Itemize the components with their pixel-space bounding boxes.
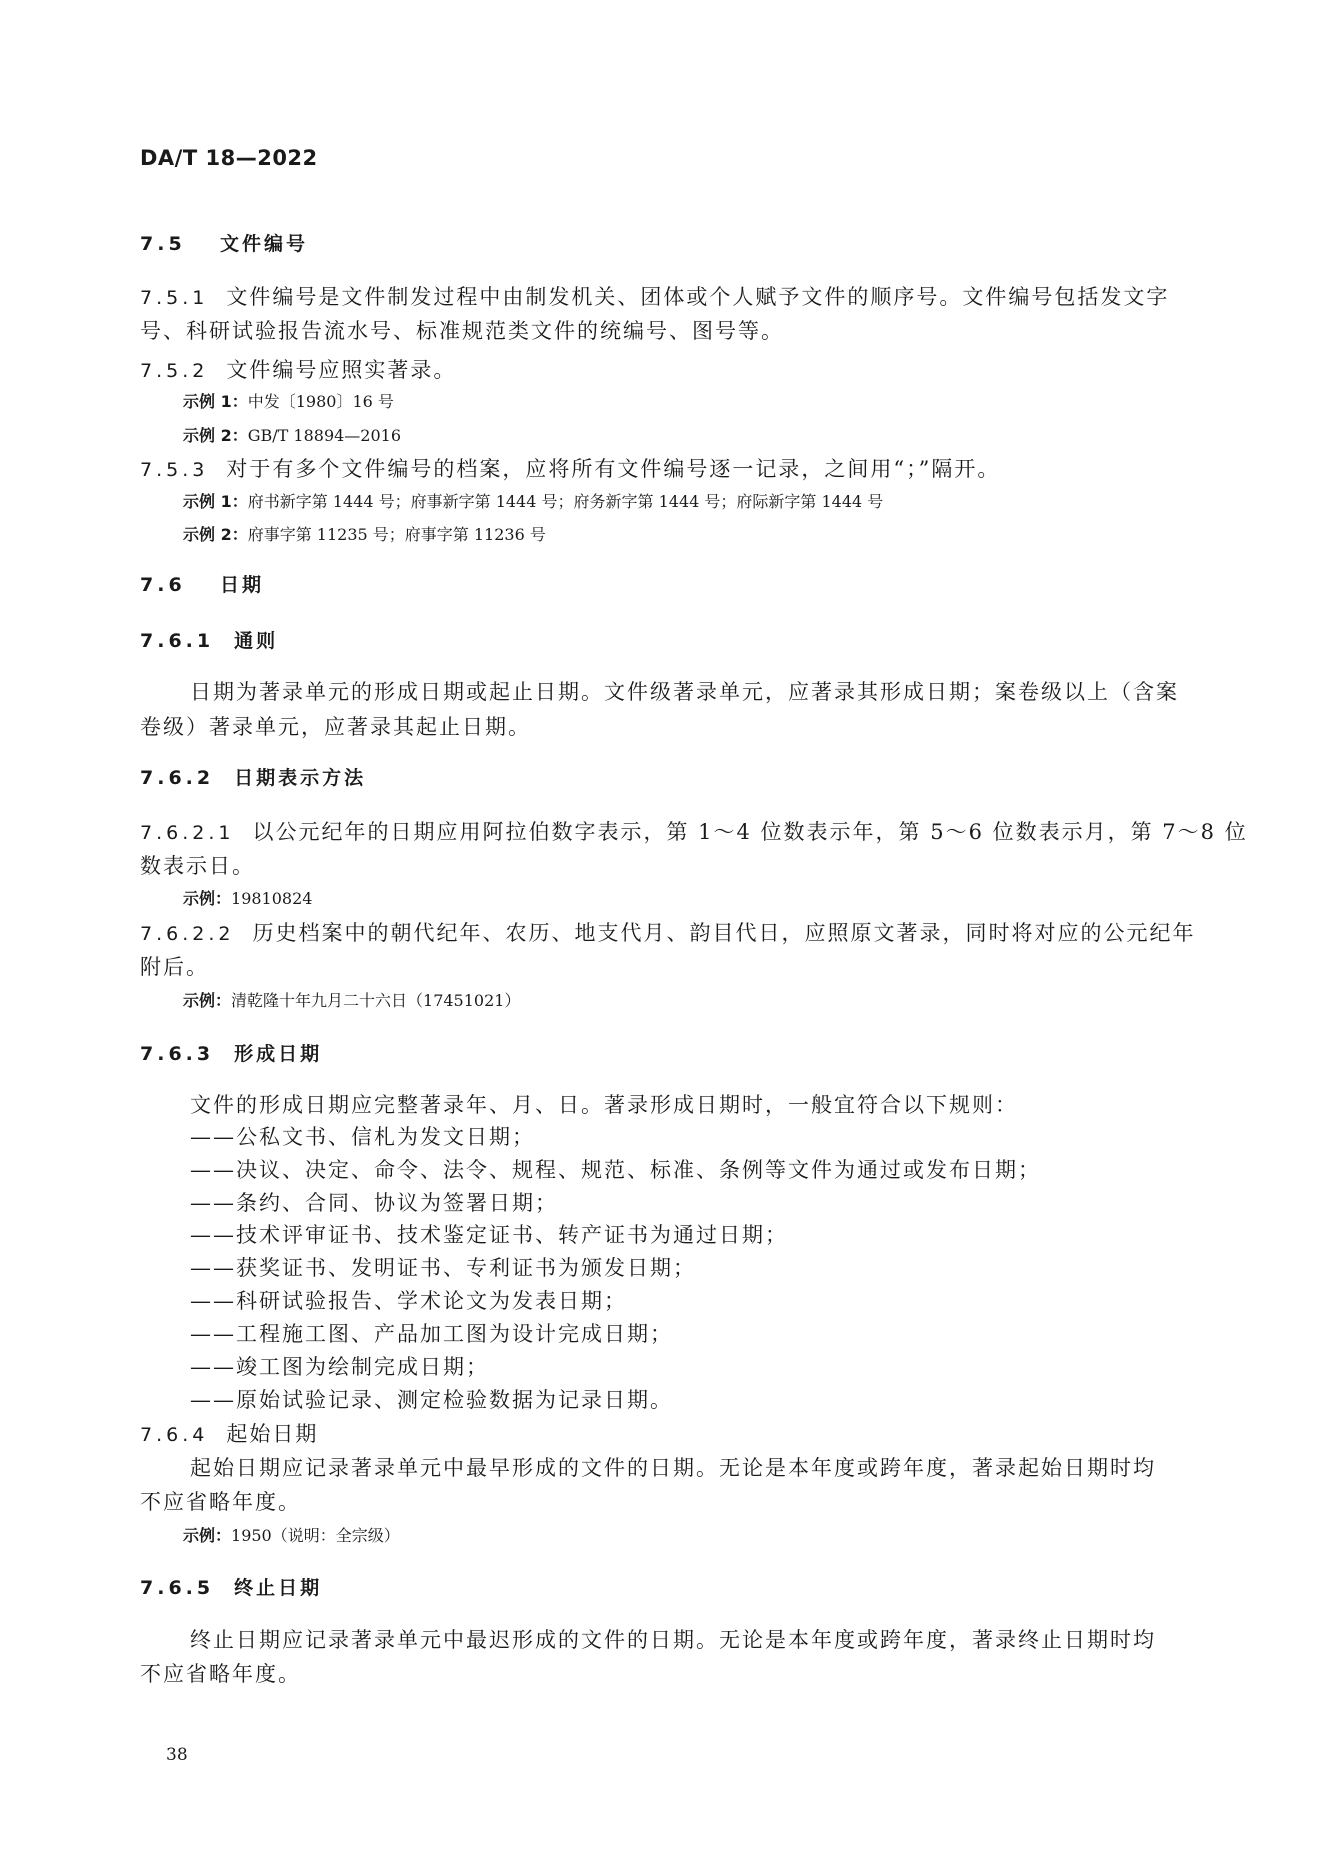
- section-7-6-2-heading: [140, 763, 366, 793]
- section-7-6-3-heading: [140, 1039, 322, 1069]
- clause-text: 对于有多个文件编号的档案，应将所有文件编号逐一记录，之间用“；”隔开。: [226, 457, 1001, 481]
- clause-7-6-2-1-line1: [140, 817, 1248, 848]
- example-7-5-2-1: [183, 390, 394, 414]
- clause-text: 文件编号应照实著录。: [226, 358, 457, 382]
- section-number: 7.6.3: [140, 1043, 215, 1065]
- list-item: ——工程施工图、产品加工图为设计完成日期；: [190, 1322, 673, 1346]
- section-7-6-5-heading: [140, 1573, 322, 1603]
- example-label: 示例：: [183, 1526, 232, 1545]
- section-number: 7.6.1: [140, 630, 215, 652]
- section-title: 文件编号: [220, 233, 309, 255]
- clause-7-6-2-2-line2: 附后。: [140, 955, 209, 979]
- clause-number: 7.5.1: [140, 287, 209, 309]
- section-title: 日期: [220, 574, 265, 596]
- paragraph-7-6-1-line2: 卷级）著录单元，应著录其起止日期。: [140, 715, 531, 739]
- example-text: 19810824: [231, 889, 313, 908]
- section-number: 7.5: [140, 233, 186, 255]
- example-label: 示例 2：: [183, 525, 248, 544]
- example-label: 示例：: [183, 889, 232, 908]
- clause-7-5-1-line1: [140, 282, 1169, 313]
- section-title: 日期表示方法: [234, 767, 367, 789]
- section-7-5-heading: [140, 229, 308, 259]
- clause-7-6-2-2-line1: [140, 918, 1195, 949]
- clause-title: 起始日期: [226, 1422, 319, 1446]
- example-7-6-2-2: [183, 989, 520, 1013]
- clause-7-5-2: [140, 355, 456, 386]
- example-label: 示例：: [183, 991, 232, 1010]
- list-item: ——原始试验记录、测定检验数据为记录日期。: [190, 1388, 673, 1412]
- section-7-6-heading: [140, 570, 264, 600]
- example-7-5-2-2: [183, 424, 401, 448]
- clause-number: 7.6.4: [140, 1424, 209, 1446]
- paragraph-7-6-3-intro: 文件的形成日期应完整著录年、月、日。著录形成日期时，一般宜符合以下规则：: [190, 1093, 1018, 1117]
- example-label: 示例 2：: [183, 426, 248, 445]
- paragraph-7-6-4-line1: 起始日期应记录著录单元中最早形成的文件的日期。无论是本年度或跨年度，著录起始日期时均: [190, 1456, 1156, 1480]
- clause-7-5-1-line2: 号、科研试验报告流水号、标准规范类文件的统编号、图号等。: [140, 319, 784, 343]
- example-7-5-3-1: [183, 490, 883, 514]
- example-text: 府书新字第 1444 号；府事新字第 1444 号；府务新字第 1444 号；府际新字第 1444 号: [247, 492, 884, 511]
- clause-text: 历史档案中的朝代纪年、农历、地支代月、韵目代日，应照原文著录，同时将对应的公元纪年: [252, 921, 1196, 945]
- list-item: ——科研试验报告、学术论文为发表日期；: [190, 1289, 627, 1313]
- section-number: 7.6.2: [140, 767, 215, 789]
- clause-number: 7.5.3: [140, 459, 209, 481]
- example-text: 中发〔1980〕16 号: [247, 392, 394, 411]
- example-label: 示例 1：: [183, 492, 248, 511]
- clause-number: 7.5.2: [140, 360, 209, 382]
- clause-text: 文件编号是文件制发过程中由制发机关、团体或个人赋予文件的顺序号。文件编号包括发文字: [226, 285, 1170, 309]
- list-item: ——技术评审证书、技术鉴定证书、转产证书为通过日期；: [190, 1223, 788, 1247]
- example-text: 清乾隆十年九月二十六日（17451021）: [231, 991, 521, 1010]
- list-item: ——获奖证书、发明证书、专利证书为颁发日期；: [190, 1256, 696, 1280]
- section-number: 7.6: [140, 574, 186, 596]
- section-title: 终止日期: [234, 1577, 323, 1599]
- clause-text: 以公元纪年的日期应用阿拉伯数字表示，第 1～4 位数表示年，第 5～6 位数表示月，第 7～8 位: [252, 820, 1248, 844]
- paragraph-7-6-1-line1: 日期为著录单元的形成日期或起止日期。文件级著录单元，应著录其形成日期；案卷级以上（含案: [190, 680, 1179, 704]
- example-text: 府事字第 11235 号；府事字第 11236 号: [247, 525, 546, 544]
- paragraph-7-6-4-line2: 不应省略年度。: [140, 1490, 301, 1514]
- section-7-6-1-heading: [140, 626, 278, 656]
- example-text: 1950（说明：全宗级）: [231, 1526, 400, 1545]
- example-text: GB/T 18894—2016: [247, 426, 402, 445]
- paragraph-7-6-5-line2: 不应省略年度。: [140, 1662, 301, 1686]
- page-number: 38: [166, 1745, 188, 1765]
- clause-7-5-3: [140, 454, 1000, 485]
- list-item: ——公私文书、信札为发文日期；: [190, 1125, 535, 1149]
- paragraph-7-6-5-line1: 终止日期应记录著录单元中最迟形成的文件的日期。无论是本年度或跨年度，著录终止日期时均: [190, 1628, 1156, 1652]
- list-item: ——竣工图为绘制完成日期；: [190, 1355, 489, 1379]
- list-item: ——决议、决定、命令、法令、规程、规范、标准、条例等文件为通过或发布日期；: [190, 1158, 1041, 1182]
- section-title: 形成日期: [234, 1043, 323, 1065]
- clause-7-6-2-1-line2: 数表示日。: [140, 854, 255, 878]
- section-number: 7.6.5: [140, 1577, 215, 1599]
- example-7-6-4: [183, 1524, 400, 1548]
- example-7-5-3-2: [183, 523, 546, 547]
- example-label: 示例 1：: [183, 392, 248, 411]
- clause-number: 7.6.2.1: [140, 822, 235, 844]
- clause-7-6-4-heading: [140, 1419, 318, 1450]
- list-item: ——条约、合同、协议为签署日期；: [190, 1191, 558, 1215]
- example-7-6-2-1: [183, 887, 312, 911]
- document-id: DA/T 18—2022: [140, 146, 318, 170]
- section-title: 通则: [234, 630, 279, 652]
- clause-number: 7.6.2.2: [140, 923, 235, 945]
